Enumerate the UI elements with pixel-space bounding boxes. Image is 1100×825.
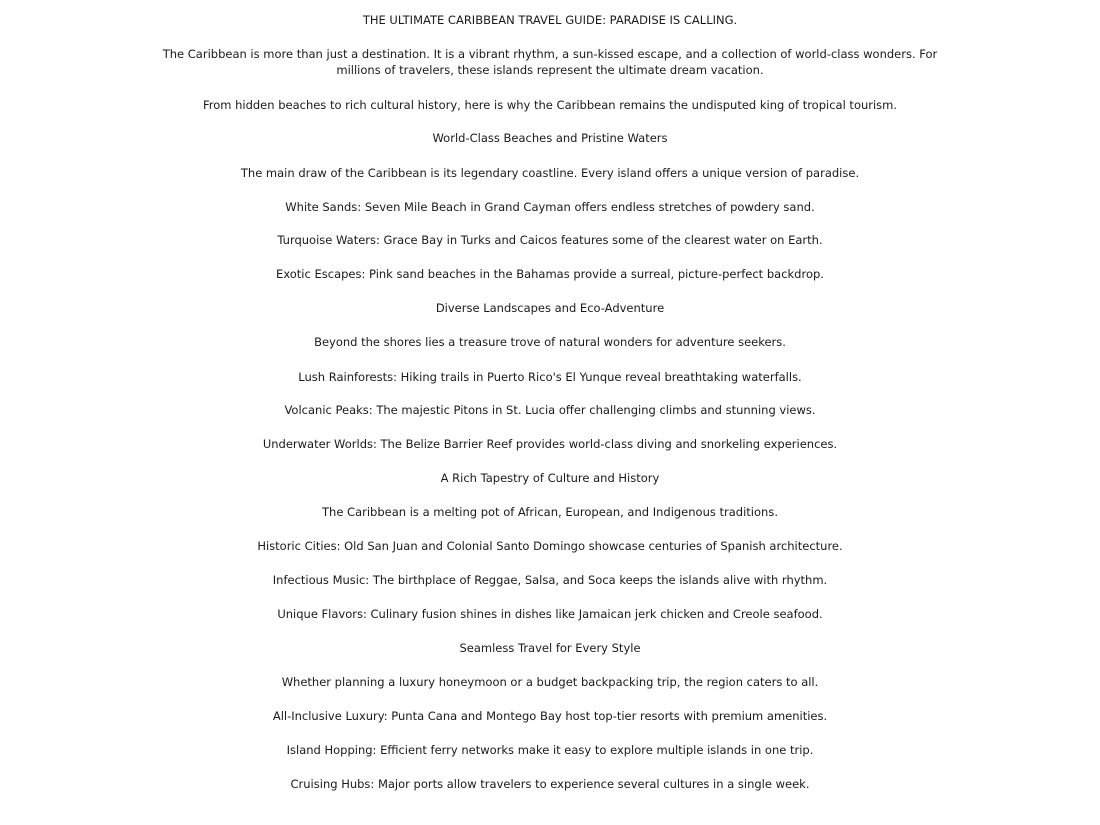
section-item: Lush Rainforests: Hiking trails in Puerto Rico's El Yunque reveal breathtaking waterfalls. (298, 370, 802, 384)
section-lead: Beyond the shores lies a treasure trove of natural wonders for adventure seekers. (314, 335, 786, 349)
section-item: Unique Flavors: Culinary fusion shines in dishes like Jamaican jerk chicken and Creole seafood. (277, 607, 823, 621)
section-item: Volcanic Peaks: The majestic Pitons in St. Lucia offer challenging climbs and stunning views. (284, 403, 816, 417)
section-item: Historic Cities: Old San Juan and Colonial Santo Domingo showcase centuries of Spanish architecture. (257, 539, 843, 553)
section-heading: Diverse Landscapes and Eco-Adventure (435, 301, 665, 315)
section-heading: A Rich Tapestry of Culture and History (440, 471, 660, 485)
section-item: Infectious Music: The birthplace of Reggae, Salsa, and Soca keeps the islands alive with rhythm. (272, 573, 828, 587)
section-item: Underwater Worlds: The Belize Barrier Reef provides world-class diving and snorkeling experiences. (262, 437, 838, 451)
section-item: White Sands: Seven Mile Beach in Grand Cayman offers endless stretches of powdery sand. (285, 200, 815, 214)
document-title: THE ULTIMATE CARIBBEAN TRAVEL GUIDE: PARADISE IS CALLING. (362, 13, 738, 27)
section-item: Island Hopping: Efficient ferry networks make it easy to explore multiple islands in one trip. (286, 743, 814, 757)
section-heading: Seamless Travel for Every Style (459, 641, 641, 655)
intro-paragraph-2: From hidden beaches to rich cultural history, here is why the Caribbean remains the undisputed king of tropical tourism. (202, 98, 898, 112)
section-lead: The main draw of the Caribbean is its legendary coastline. Every island offers a unique version of paradise. (240, 166, 860, 180)
section-item: All-Inclusive Luxury: Punta Cana and Montego Bay host top-tier resorts with premium amenities. (272, 709, 828, 723)
section-item: Cruising Hubs: Major ports allow travelers to experience several cultures in a single week. (290, 777, 810, 791)
section-lead: Whether planning a luxury honeymoon or a budget backpacking trip, the region caters to all. (281, 675, 819, 689)
section-heading: World-Class Beaches and Pristine Waters (432, 131, 668, 145)
section-lead: The Caribbean is a melting pot of African, European, and Indigenous traditions. (322, 505, 778, 519)
section-item: Exotic Escapes: Pink sand beaches in the Bahamas provide a surreal, picture-perfect backdrop. (276, 267, 824, 281)
section-item: Turquoise Waters: Grace Bay in Turks and Caicos features some of the clearest water on Earth. (277, 233, 823, 247)
intro-paragraph: The Caribbean is more than just a destination. It is a vibrant rhythm, a sun-kissed escape, and a collection of world-class wonders. For millions of travelers, these islands represent the ultimate dream vacation. (162, 47, 938, 77)
